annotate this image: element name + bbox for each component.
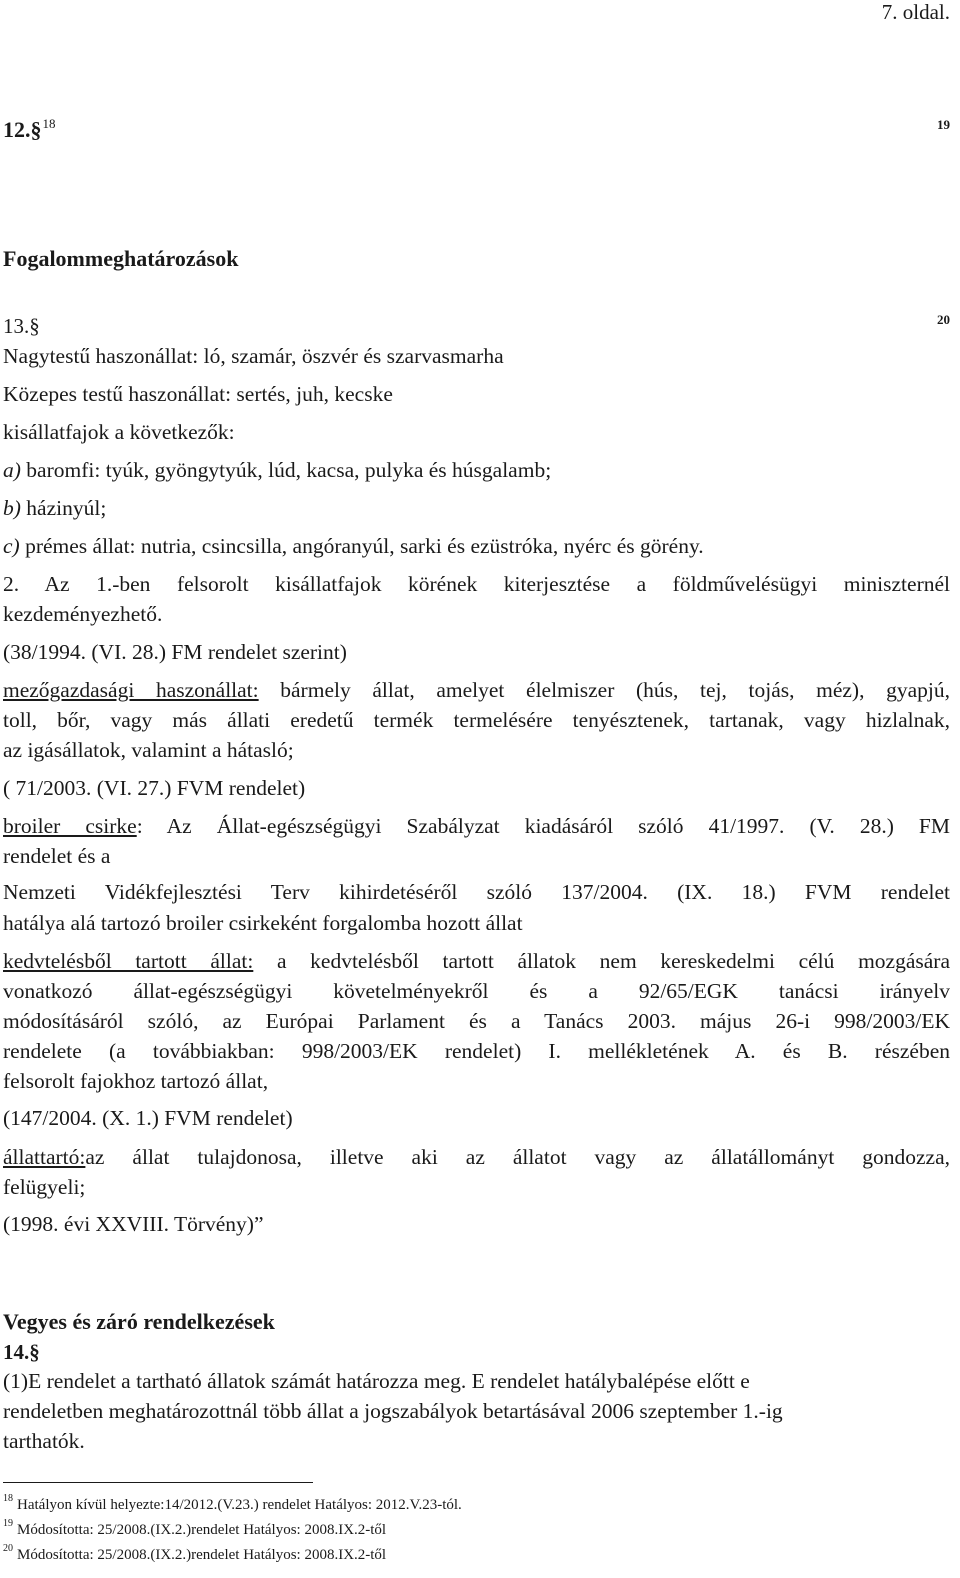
footnote-18	[3, 1493, 462, 1514]
reference: (147/2004. (X. 1.) FVM rendelet)	[3, 1106, 293, 1130]
definition-line: felsorolt fajokhoz tartozó állat,	[3, 1069, 269, 1093]
footnote-text: Módosította: 25/2008.(IX.2.)rendelet Hatályos: 2008.IX.2-től	[17, 1522, 387, 1538]
definition-line: az igásállatok, valamint a hátasló;	[3, 738, 294, 762]
reference: ( 71/2003. (VI. 27.) FVM rendelet)	[3, 776, 306, 800]
definition-line	[3, 678, 950, 703]
definition-term: broiler csirke	[3, 814, 137, 838]
list-text: prémes állat: nutria, csincsilla, angóranyúl, sarki és ezüstróka, nyérc és görény.	[19, 534, 704, 558]
body-line: tarthatók.	[3, 1429, 85, 1453]
definition-line	[3, 1145, 950, 1170]
section-13-heading	[3, 314, 40, 339]
definition-text: bármely állat, amelyet élelmiszer (hús, tej, tojás, méz), gyapjú,	[258, 678, 950, 702]
definition-term: kedvtelésből tartott állat:	[3, 949, 254, 973]
definition-line: módosításáról szóló, az Európai Parlament és a Tanács 2003. május 26-i 998/2003/EK	[3, 1009, 950, 1033]
para-2-line: kezdeményezhető.	[3, 602, 163, 626]
footnote-ref-19[interactable]: 19	[937, 117, 950, 132]
section-sign-icon: §	[30, 117, 42, 142]
definition-line: vonatkozó állat-egészségügyi követelményekről és a 92/65/EGK tanácsi irányelv	[3, 979, 950, 1003]
heading-final-provisions: Vegyes és záró rendelkezések	[3, 1309, 275, 1334]
footnote-text: Hatályon kívül helyezte:14/2012.(V.23.) rendelet Hatályos: 2012.V.23-tól.	[17, 1497, 462, 1513]
para-2-line: 2. Az 1.-ben felsorolt kisállatfajok körének kiterjesztése a földművelésügyi miniszternél	[3, 572, 950, 596]
definition-line: hatálya alá tartozó broiler csirkeként forgalomba hozott állat	[3, 911, 523, 935]
footnote-number: 19	[3, 1518, 13, 1529]
definition-term: mezőgazdasági haszonállat:	[3, 678, 259, 702]
section-14-label: 14.	[3, 1340, 30, 1364]
page-number: 7. oldal.	[881, 0, 950, 24]
definition-text: : Az Állat-egészségügyi Szabályzat kiadásáról szóló 41/1997. (V. 28.) FM	[136, 814, 951, 838]
body-line: rendeletben meghatározottnál több állat a jogszabályok betartásával 2006 szeptember 1.-ig	[3, 1399, 783, 1423]
section-sign-icon: §	[29, 314, 40, 338]
section-12-heading	[3, 116, 56, 143]
list-letter: a)	[3, 458, 21, 482]
list-letter: b)	[3, 496, 21, 520]
reference: (38/1994. (VI. 28.) FM rendelet szerint)	[3, 640, 347, 664]
footnote-19	[3, 1518, 386, 1539]
body-line: Nagytestű haszonállat: ló, szamár, öszvér és szarvasmarha	[3, 344, 504, 368]
section-sign-icon: §	[29, 1340, 40, 1364]
section-13-label: 13.	[3, 314, 30, 338]
definition-line	[3, 814, 950, 839]
section-14-heading	[3, 1340, 40, 1365]
list-item	[3, 534, 704, 559]
definition-text: a kedvtelésből tartott állatok nem kereskedelmi célú mozgására	[253, 949, 950, 973]
section-12-label: 12.	[3, 117, 31, 142]
body-line: Közepes testű haszonállat: sertés, juh, kecske	[3, 382, 393, 406]
definition-line: Nemzeti Vidékfejlesztési Terv kihirdetéséről szóló 137/2004. (IX. 18.) FVM rendelet	[3, 880, 950, 904]
footnote-ref-20[interactable]: 20	[937, 312, 950, 327]
list-text: házinyúl;	[20, 496, 107, 520]
heading-definitions: Fogalommeghatározások	[3, 246, 239, 271]
footnote-number: 18	[3, 1493, 13, 1504]
reference: (1998. évi XXVIII. Törvény)”	[3, 1212, 264, 1236]
list-letter: c)	[3, 534, 20, 558]
definition-line: rendelet és a	[3, 844, 111, 868]
list-item	[3, 496, 106, 521]
footnote-divider	[3, 1482, 313, 1483]
definition-line: toll, bőr, vagy más állati eredetű termék termelésére tenyésztenek, tartanak, vagy hizlalnak,	[3, 708, 950, 732]
definition-text: az állat tulajdonosa, illetve aki az állatot vagy az állatállományt gondozza,	[85, 1145, 950, 1169]
definition-line: felügyeli;	[3, 1175, 86, 1199]
footnote-20	[3, 1543, 386, 1564]
definition-term: állattartó:	[3, 1145, 86, 1169]
body-line: kisállatfajok a következők:	[3, 420, 235, 444]
body-line: (1)E rendelet a tartható állatok számát határozza meg. E rendelet hatálybalépése előtt e	[3, 1369, 750, 1393]
footnote-ref-18[interactable]: 18	[42, 116, 56, 131]
list-item	[3, 458, 551, 483]
list-text: baromfi: tyúk, gyöngytyúk, lúd, kacsa, pulyka és húsgalamb;	[20, 458, 552, 482]
footnote-text: Módosította: 25/2008.(IX.2.)rendelet Hatályos: 2008.IX.2-től	[17, 1547, 387, 1563]
definition-line	[3, 949, 950, 974]
definition-line: rendelete (a továbbiakban: 998/2003/EK rendelet) I. mellékletének A. és B. részében	[3, 1039, 950, 1063]
footnote-number: 20	[3, 1543, 13, 1554]
